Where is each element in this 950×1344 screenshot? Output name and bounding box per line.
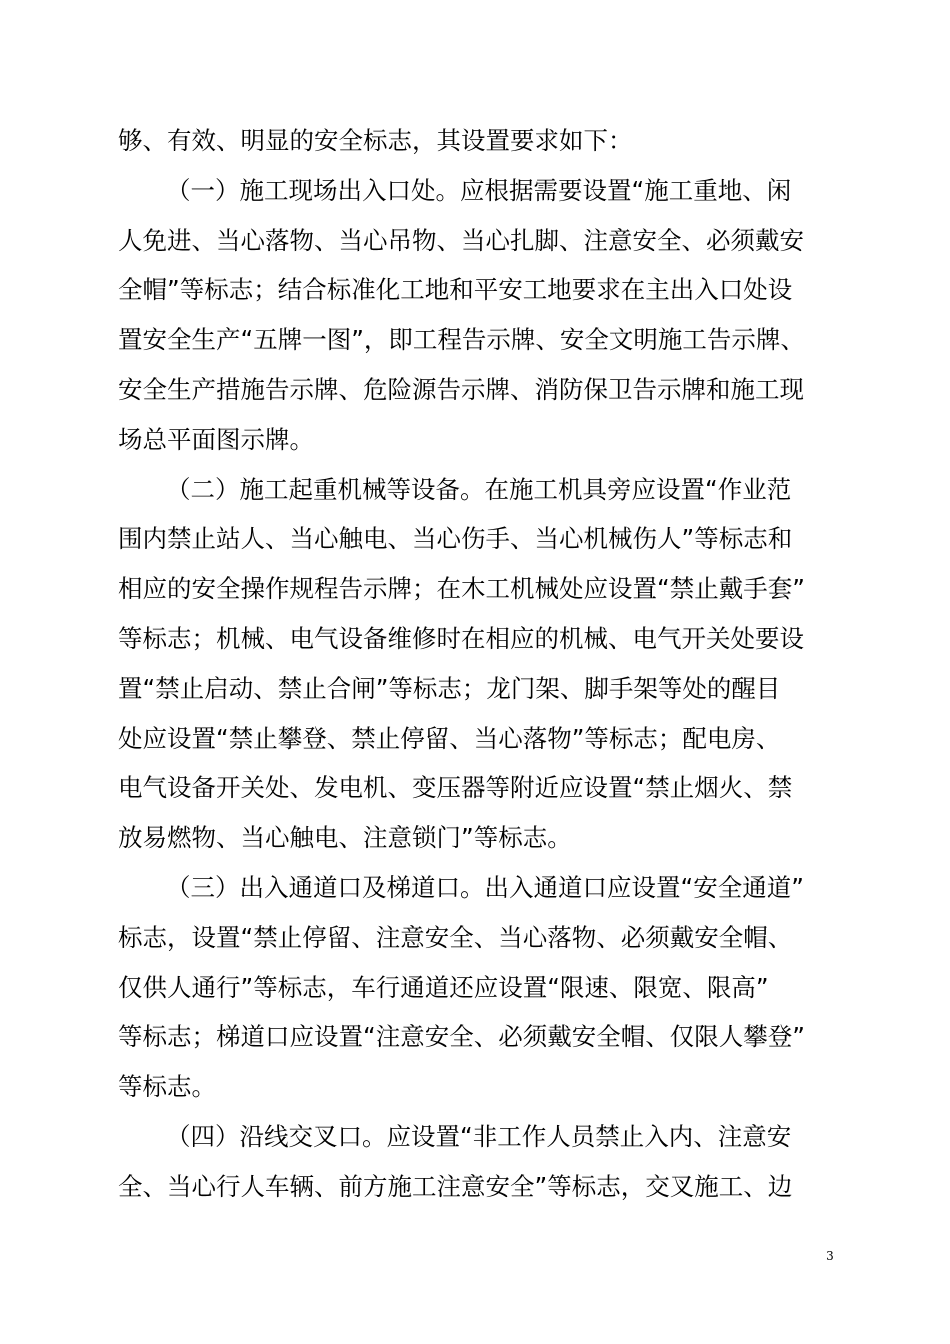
body-text	[118, 116, 832, 1212]
text-line: 处应设置“禁止攀登、禁止停留、当心落物”等标志；配电房、	[118, 723, 781, 753]
page-number: 3	[826, 1249, 834, 1263]
text-line: 相应的安全操作规程告示牌；在木工机械处应设置“禁止戴手套”	[118, 574, 805, 604]
text-line: 置“禁止启动、禁止合闸”等标志；龙门架、脚手架等处的醒目	[118, 673, 781, 703]
text-line: 等标志；机械、电气设备维修时在相应的机械、电气开关处要设	[118, 623, 804, 653]
text-line: 场总平面图示牌。	[118, 424, 314, 454]
text-line: 全帽”等标志；结合标准化工地和平安工地要求在主出入口处设	[118, 275, 793, 305]
paragraph-start-line: （三）出入通道口及梯道口。出入通道口应设置“安全通道”	[166, 872, 804, 902]
paragraph-start-line: （一）施工现场出入口处。应根据需要设置“施工重地、闲	[166, 175, 792, 205]
text-line: 仅供人通行”等标志，车行通道还应设置“限速、限宽、限高”	[118, 972, 769, 1002]
text-line: 置安全生产“五牌一图”，即工程告示牌、安全文明施工告示牌、	[118, 325, 805, 355]
text-line: 放易燃物、当心触电、注意锁门”等标志。	[118, 823, 572, 853]
text-line: 安全生产措施告示牌、危险源告示牌、消防保卫告示牌和施工现	[118, 374, 804, 404]
text-line: 等标志。	[118, 1072, 216, 1102]
paragraph-start-line: （二）施工起重机械等设备。在施工机具旁应设置“作业范	[166, 474, 792, 504]
text-line: 电气设备开关处、发电机、变压器等附近应设置“禁止烟火、禁	[118, 773, 793, 803]
paragraph-start-line: （四）沿线交叉口。应设置“非工作人员禁止入内、注意安	[166, 1121, 792, 1151]
text-line: 等标志；梯道口应设置“注意安全、必须戴安全帽、仅限人攀登”	[118, 1022, 805, 1052]
text-line: 够、有效、明显的安全标志，其设置要求如下：	[118, 126, 633, 155]
text-line: 标志，设置“禁止停留、注意安全、当心落物、必须戴安全帽、	[118, 922, 793, 952]
text-line: 围内禁止站人、当心触电、当心伤手、当心机械伤人”等标志和	[118, 524, 793, 554]
text-line: 全、当心行人车辆、前方施工注意安全”等标志，交叉施工、边	[118, 1171, 793, 1201]
text-line: 人免进、当心落物、当心吊物、当心扎脚、注意安全、必须戴安	[118, 225, 804, 255]
